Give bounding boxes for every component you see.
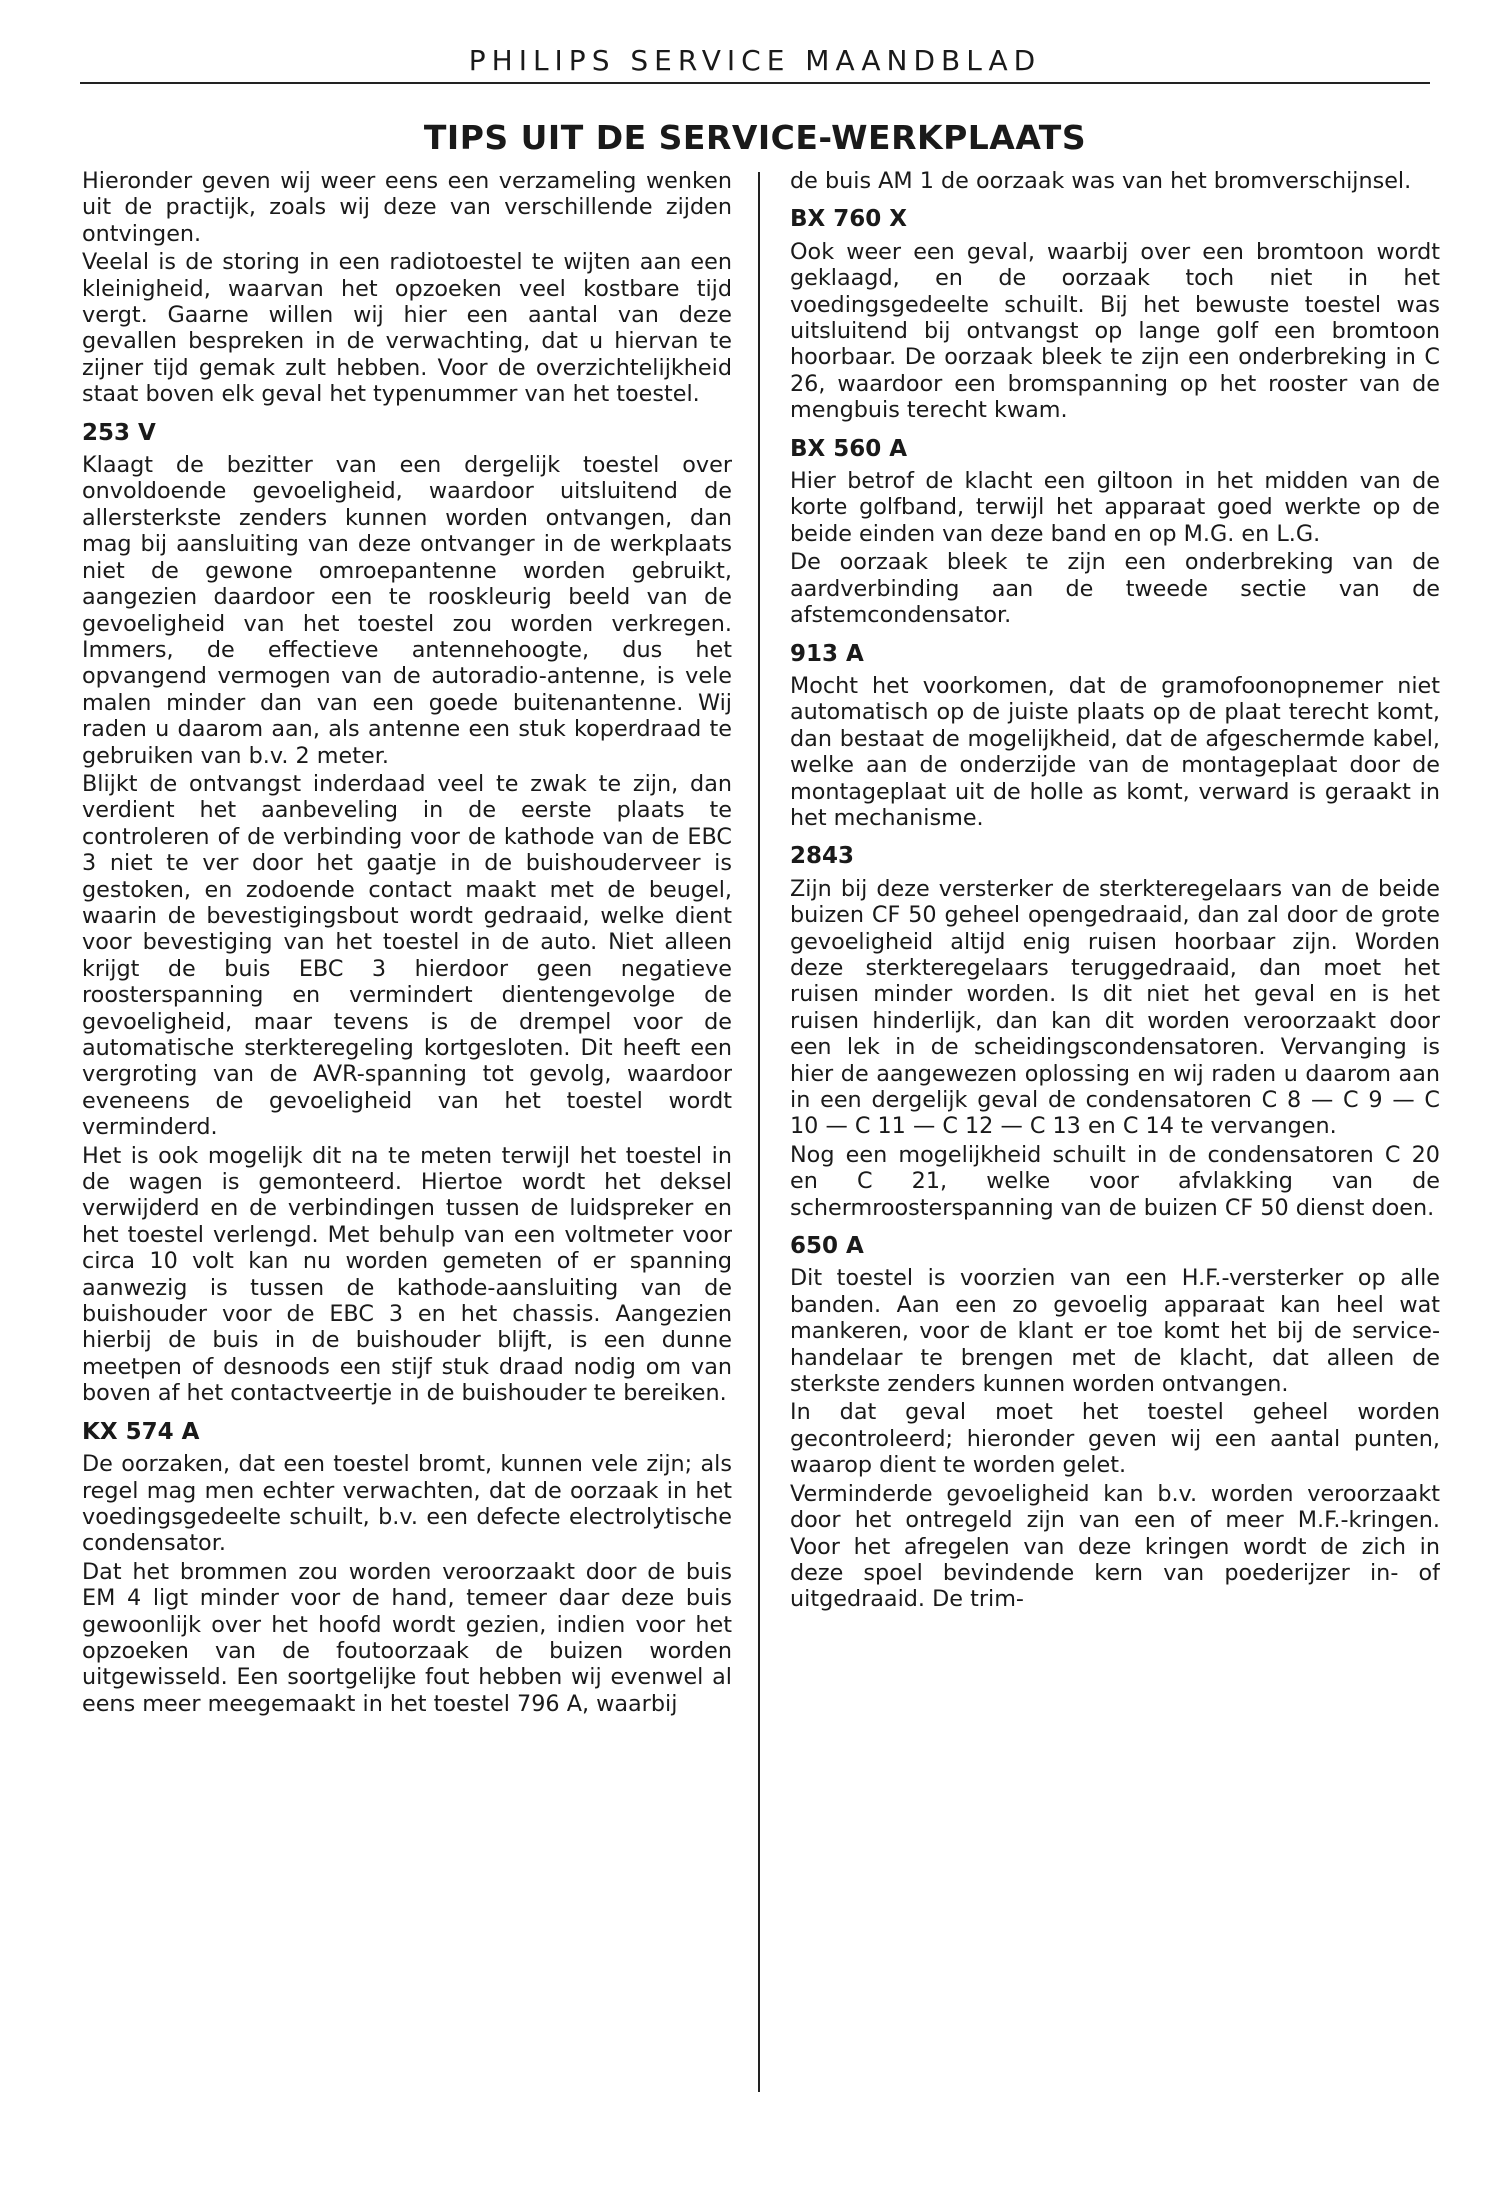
article-title: TIPS UIT DE SERVICE-WERKPLAATS [423,118,1087,157]
intro-paragraph-1: Hieronder geven wij weer eens een verzameling wenken uit de practijk, zoals wij deze van verschillende zijden ontvingen. [82,168,732,247]
section-heading-650a: 650 A [790,1233,864,1260]
section-253v-paragraph-1: Klaagt de bezitter van een dergelijk toestel over onvoldoende gevoeligheid, waardoor uitsluitend de allersterkste zenders kunnen worden ontvangen, dan mag bij aansluiting van deze ontvanger in de werkplaats niet de gewone omroepantenne worden gebruikt, aangezien daardoor een te rooskleurig beeld van de gevoeligheid van het toestel zou worden verkregen. Immers, de effectieve antennehoogte, dus het opvangend vermogen van de autoradio-antenne, is vele malen minder dan van een goede buitenantenne. Wij raden u daarom aan, als antenne een stuk koperdraad te gebruiken van b.v. 2 meter. [82,452,732,769]
column-divider [758,172,760,2092]
header-rule [80,82,1430,84]
right-column [790,168,1440,2108]
section-heading-bx760x: BX 760 X [790,206,908,233]
section-heading-bx560a: BX 560 A [790,435,908,462]
magazine-header: PHILIPS SERVICE MAANDBLAD [468,44,1042,77]
continued-paragraph: de buis AM 1 de oorzaak was van het bromverschijnsel. [790,168,1412,194]
section-913a-paragraph-1: Mocht het voorkomen, dat de gramofoonopnemer niet automatisch op de juiste plaats op de plaat terecht komt, dan bestaat de mogelijkheid, dat de afgeschermde kabel, welke aan de onderzijde van de montageplaat door de montageplaat uit de holle as komt, verward is geraakt in het mechanisme. [790,672,1440,831]
section-650a-paragraph-3: Verminderde gevoeligheid kan b.v. worden veroorzaakt door het ontregeld zijn van een of meer M.F.-kringen. Voor het afregelen van deze kringen wordt de zich in deze spoel bevindende kern van poederijzer in- of uitgedraaid. De trim- [790,1480,1440,1613]
section-2843-paragraph-1: Zijn bij deze versterker de sterkteregelaars van de beide buizen CF 50 geheel opengedraaid, dan zal door de grote gevoeligheid altijd enig ruisen hoorbaar zijn. Worden deze sterkteregelaars teruggedraaid, dan moet het ruisen minder worden. Is dit niet het geval en is het ruisen hinderlijk, dan kan dit worden veroorzaakt door een lek in de scheidingscondensatoren. Vervanging is hier de aangewezen oplossing en wij raden u daarom aan in een dergelijk geval de condensatoren C 8 — C 9 — C 10 — C 11 — C 12 — C 13 en C 14 te vervangen. [790,875,1440,1140]
section-253v-paragraph-2: Blijkt de ontvangst inderdaad veel te zwak te zijn, dan verdient het aanbeveling in de eerste plaats te controleren of de verbinding voor de kathode van de EBC 3 niet te ver door het gaatje in de buishouderveer is gestoken, en zodoende contact maakt met de beugel, waarin de bevestigingsbout wordt gedraaid, welke dient voor bevestiging van het toestel in de auto. Niet alleen krijgt de buis EBC 3 hierdoor geen negatieve roosterspanning en vermindert dientengevolge de gevoeligheid, maar tevens is de drempel voor de automatische sterkteregeling kortgesloten. Dit heeft een vergroting van de AVR-spanning tot gevolg, waardoor eveneens de gevoeligheid van het toestel wordt verminderd. [82,770,732,1141]
section-650a-paragraph-1: Dit toestel is voorzien van een H.F.-versterker op alle banden. Aan een zo gevoelig apparaat kan heel wat mankeren, voor de klant er toe komt het bij de service-handelaar te brengen met de klacht, dat alleen de sterkste zenders kunnen worden ontvangen. [790,1265,1440,1398]
section-heading-253v: 253 V [82,419,156,446]
section-bx560a-paragraph-2: De oorzaak bleek te zijn een onderbreking van de aardverbinding aan de tweede sectie van de afstemcondensator. [790,549,1440,629]
section-heading-913a: 913 A [790,640,864,667]
section-heading-kx574a: KX 574 A [82,1418,200,1445]
intro-paragraph-2: Veelal is de storing in een radiotoestel te wijten aan een kleinigheid, waarvan het opzoeken veel kostbare tijd vergt. Gaarne willen wij hier een aantal van deze gevallen bespreken in de verwachting, dat u hiervan te zijner tijd gemak zult hebben. Voor de overzichtelijkheid staat boven elk geval het typenummer van het toestel. [82,249,732,408]
section-kx574a-paragraph-1: De oorzaken, dat een toestel bromt, kunnen vele zijn; als regel mag men echter verwachten, dat de oorzaak in het voedingsgedeelte schuilt, b.v. een defecte electrolytische condensator. [82,1451,732,1557]
section-650a-paragraph-2: In dat geval moet het toestel geheel worden gecontroleerd; hieronder geven wij een aantal punten, waarop dient te worden gelet. [790,1399,1440,1479]
section-bx760x-paragraph-1: Ook weer een geval, waarbij over een bromtoon wordt geklaagd, en de oorzaak toch niet in het voedingsgedeelte schuilt. Bij het bewuste toestel was uitsluitend bij ontvangst op lange golf een bromtoon hoorbaar. De oorzaak bleek te zijn een onderbreking in C 26, waardoor een bromspanning op het rooster van de mengbuis terecht kwam. [790,238,1440,424]
section-bx560a-paragraph-1: Hier betrof de klacht een giltoon in het midden van de korte golfband, terwijl het apparaat goed werkte op de beide einden van deze band en op M.G. en L.G. [790,468,1440,547]
section-kx574a-paragraph-2: Dat het brommen zou worden veroorzaakt door de buis EM 4 ligt minder voor de hand, temeer daar deze buis gewoonlijk over het hoofd wordt gezien, indien voor het opzoeken van de foutoorzaak de buizen worden uitgewisseld. Een soortgelijke fout hebben wij evenwel al eens meer meegemaakt in het toestel 796 A, waarbij [82,1558,732,1717]
section-heading-2843: 2843 [790,843,855,870]
section-2843-paragraph-2: Nog een mogelijkheid schuilt in de condensatoren C 20 en C 21, welke voor afvlakking van de schermroosterspanning van de buizen CF 50 dienst doen. [790,1141,1440,1221]
section-253v-paragraph-3: Het is ook mogelijk dit na te meten terwijl het toestel in de wagen is gemonteerd. Hiertoe wordt het deksel verwijderd en de verbindingen tussen de luidspreker en het toestel verlengd. Met behulp van een voltmeter voor circa 10 volt kan nu worden gemeten of er spanning aanwezig is tussen de kathode-aansluiting van de buishouder voor de EBC 3 en het chassis. Aangezien hierbij de buis in de buishouder blijft, is een dunne meetpen of desnoods een stijf stuk draad nodig om van boven af het contactveertje in de buishouder te bereiken. [82,1142,732,1407]
left-column [82,168,732,2108]
